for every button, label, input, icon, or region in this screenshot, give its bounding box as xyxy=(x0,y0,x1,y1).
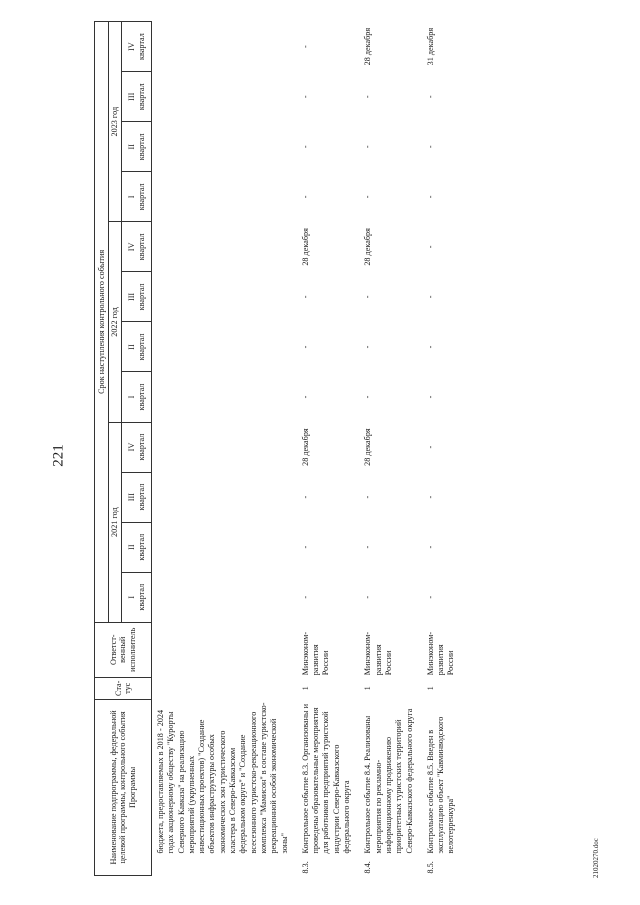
quarter-deadline: - xyxy=(300,495,310,499)
quarter-deadline xyxy=(152,472,291,522)
header-name: Наименование подпрограммы, федеральной целевой программы, контрольного события Программы xyxy=(95,699,152,875)
quarter-deadline: - xyxy=(300,595,310,599)
responsible-executor: Минэконом-развития России xyxy=(363,631,393,676)
quarter-deadline: - xyxy=(300,45,310,48)
quarter-deadline: - xyxy=(425,245,435,249)
quarter-deadline xyxy=(152,272,291,322)
quarter-deadline: - xyxy=(363,545,373,549)
header-executor: Ответст-венный исполнитель xyxy=(95,622,152,677)
quarter-deadline: - xyxy=(425,195,435,199)
quarter-deadline: - xyxy=(363,395,373,399)
header-quarter: I квартал xyxy=(122,172,152,222)
header-quarter: II квартал xyxy=(122,322,152,372)
quarter-deadline xyxy=(152,22,291,72)
event-status: 1 xyxy=(363,686,373,691)
row-number: 8.5. xyxy=(425,861,435,874)
table-row xyxy=(291,22,353,876)
table-row xyxy=(353,22,415,876)
quarter-deadline: - xyxy=(300,195,310,199)
row-number: 8.3. xyxy=(300,861,310,874)
quarter-deadline: - xyxy=(363,195,373,199)
event-name: Контрольное событие 8.5. Введен в эксплуатацию объект "Кавминводского велотерренкура" xyxy=(425,716,456,854)
row-number xyxy=(152,855,291,875)
header-year-2022: 2022 год xyxy=(109,222,122,422)
quarter-deadline: 28 декабря xyxy=(300,228,310,266)
event-status: 1 xyxy=(300,686,310,691)
quarter-deadline: 31 декабря xyxy=(425,27,435,66)
table-row xyxy=(152,22,291,876)
quarter-deadline xyxy=(152,222,291,272)
quarter-deadline xyxy=(152,122,291,172)
header-quarter: III квартал xyxy=(122,272,152,322)
control-events-table xyxy=(94,21,458,876)
quarter-deadline: - xyxy=(363,345,373,349)
table-row xyxy=(416,22,458,876)
responsible-executor: Минэконом-развития России xyxy=(300,631,331,676)
header-quarter: I квартал xyxy=(122,572,152,622)
header-year-2021: 2021 год xyxy=(109,422,122,622)
quarter-deadline: - xyxy=(425,595,435,599)
header-quarter: II квартал xyxy=(122,522,152,572)
quarter-deadline: - xyxy=(300,295,310,299)
page-number: 221 xyxy=(50,444,67,467)
quarter-deadline: - xyxy=(425,545,435,549)
header-quarter: III квартал xyxy=(122,72,152,122)
quarter-deadline: - xyxy=(425,295,435,299)
quarter-deadline: - xyxy=(425,145,435,149)
header-quarter: IV квартал xyxy=(122,22,152,72)
quarter-deadline: - xyxy=(425,445,435,449)
quarter-deadline xyxy=(152,72,291,122)
rotated-table-area xyxy=(94,21,532,876)
quarter-deadline: - xyxy=(363,145,373,149)
quarter-deadline: - xyxy=(300,395,310,399)
quarter-deadline: 28 декабря xyxy=(363,27,373,66)
quarter-deadline xyxy=(152,572,291,622)
quarter-deadline: - xyxy=(363,295,373,299)
quarter-deadline: - xyxy=(363,95,373,99)
header-quarter: IV квартал xyxy=(122,222,152,272)
event-name: бюджета, предоставляемых в 2018 - 2024 годах акционерному обществу "Курорты Северного Кавказа" на реализацию мероприятий (укрупненных инвестиционных проектов) "Создание объектов инфраструктуры особых экономических зон туристического кластера в Северо-Кавказском федеральном округе" и "Создание всесезонного туристско-рекреационного комплекса "Мамисон" в составе туристско-рекреационной особой экономической зоны" xyxy=(156,702,289,854)
quarter-deadline: - xyxy=(363,495,373,499)
quarter-deadline: 28 декабря xyxy=(363,228,373,266)
quarter-deadline xyxy=(152,372,291,422)
quarter-deadline: - xyxy=(363,595,373,599)
event-name: Контрольное событие 8.4. Реализованы мероприятия по рекламно-информационному продвижению приоритетных туристских территорий Северо-Кавказского федерального округа xyxy=(363,708,414,854)
quarter-deadline: - xyxy=(425,495,435,499)
header-quarter: I квартал xyxy=(122,372,152,422)
header-year-2023: 2023 год xyxy=(109,22,122,222)
event-status xyxy=(152,677,291,699)
quarter-deadline: - xyxy=(300,145,310,149)
header-quarter: IV квартал xyxy=(122,422,152,472)
header-quarter: III квартал xyxy=(122,472,152,522)
event-name: Контрольное событие 8.3. Организованы и проведены образовательные мероприятия для работников предприятий туристской индустрии Северо-Кавказского федерального округа xyxy=(300,704,352,854)
quarter-deadline xyxy=(152,522,291,572)
document-code: 21020270.doc xyxy=(592,838,600,878)
responsible-executor: Минэконом-развития России xyxy=(425,631,456,676)
quarter-deadline: - xyxy=(425,345,435,349)
header-quarter: II квартал xyxy=(122,122,152,172)
quarter-deadline xyxy=(152,172,291,222)
event-status: 1 xyxy=(425,686,435,691)
quarter-deadline: - xyxy=(300,545,310,549)
quarter-deadline xyxy=(152,422,291,472)
quarter-deadline xyxy=(152,322,291,372)
quarter-deadline: 28 декабря xyxy=(363,428,373,466)
row-number: 8.4. xyxy=(363,861,373,874)
quarter-deadline: - xyxy=(425,95,435,99)
quarter-deadline: - xyxy=(425,395,435,399)
quarter-deadline: 28 декабря xyxy=(300,428,310,466)
header-status: Ста-тус xyxy=(95,677,152,699)
quarter-deadline: - xyxy=(300,345,310,349)
responsible-executor xyxy=(152,622,291,677)
quarter-deadline: - xyxy=(300,95,310,99)
header-deadline: Срок наступления контрольного события xyxy=(95,22,109,623)
table-header xyxy=(95,22,152,876)
table-body xyxy=(152,22,458,876)
